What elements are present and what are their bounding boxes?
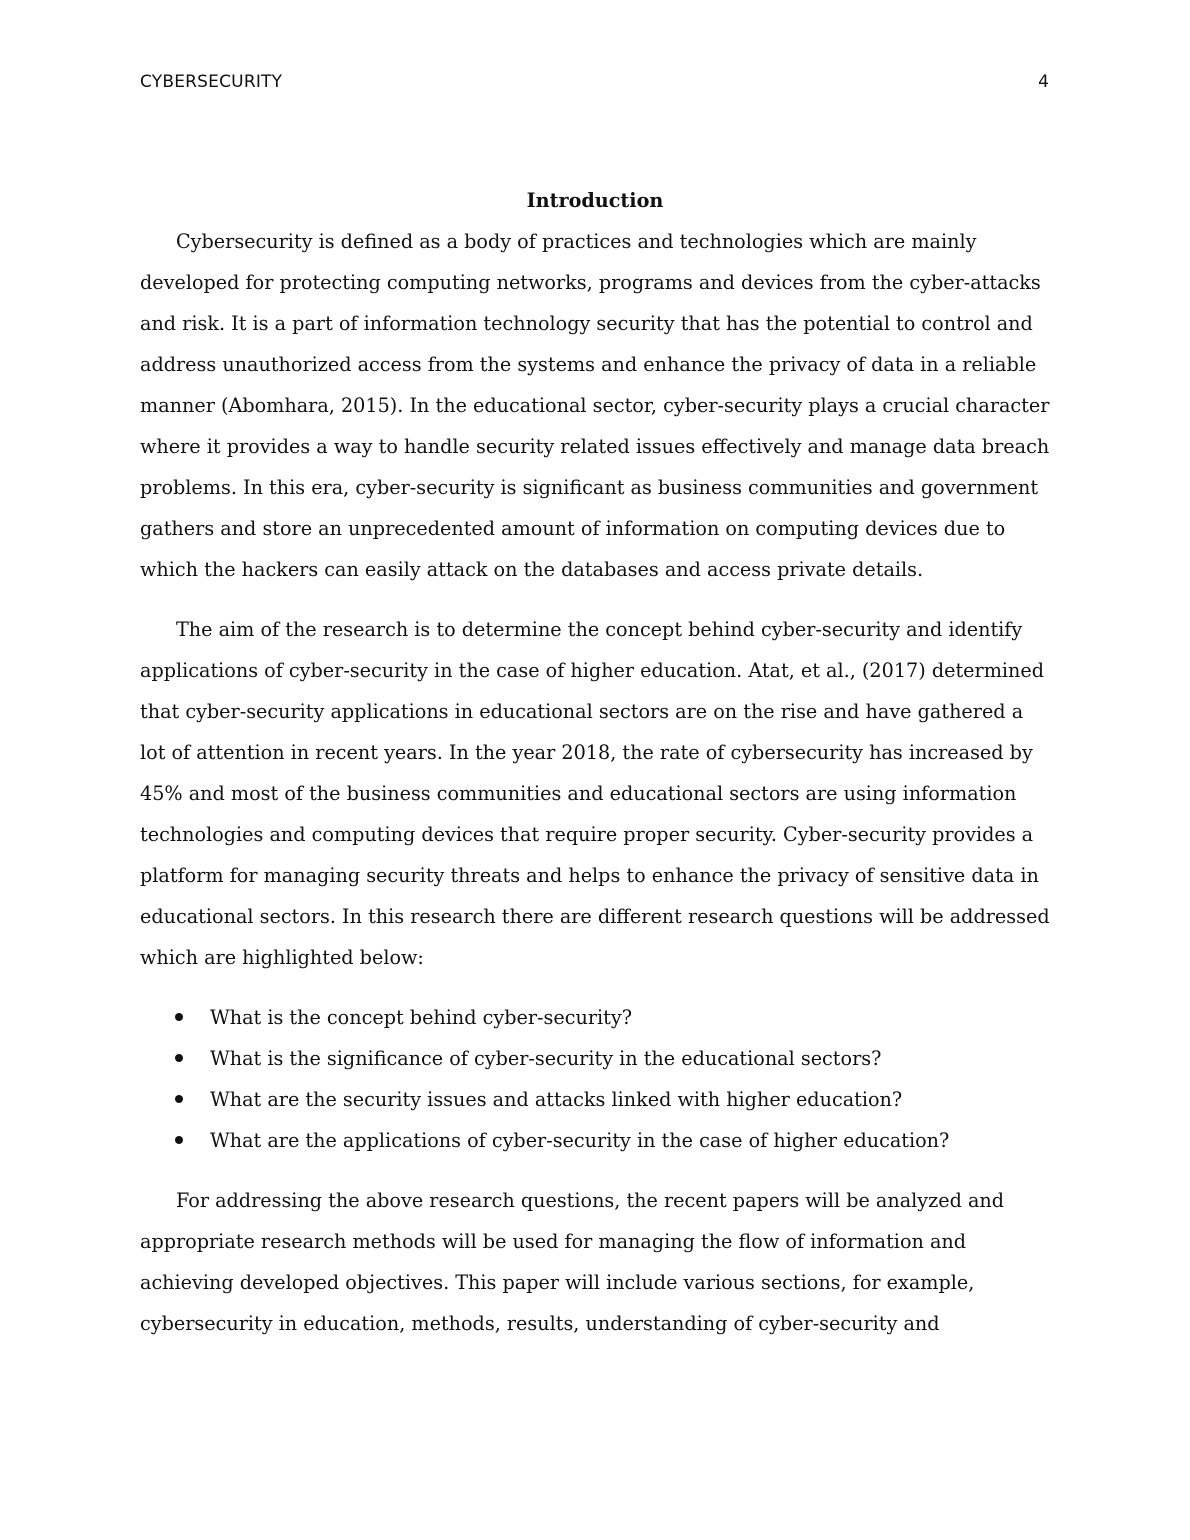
document-body — [140, 180, 1050, 1344]
bullet-icon — [175, 1136, 183, 1144]
body-paragraph: For addressing the above research questions, the recent papers will be analyzed and appropriate research methods will be used for managing the flow of information and achieving developed objectives. This paper will include various sections, for example, cybersecurity in education, methods, results, understanding of cyber-security and — [140, 1189, 1005, 1335]
bullet-icon — [175, 1013, 183, 1021]
list-item — [140, 997, 1050, 1038]
list-item-text: What are the applications of cyber-security in the case of higher education? — [210, 1129, 950, 1152]
list-item — [140, 1038, 1050, 1079]
running-head: CYBERSECURITY — [140, 72, 283, 92]
bullet-icon — [175, 1054, 183, 1062]
list-item — [140, 1120, 1050, 1161]
list-item-text: What is the concept behind cyber-security? — [210, 1006, 632, 1029]
research-questions-list — [140, 997, 1050, 1161]
section-heading: Introduction — [526, 189, 664, 212]
page-number: 4 — [1038, 72, 1049, 92]
bullet-icon — [175, 1095, 183, 1103]
list-item-text: What are the security issues and attacks linked with higher education? — [210, 1088, 903, 1111]
body-paragraph: Cybersecurity is defined as a body of practices and technologies which are mainly developed for protecting computing networks, programs and devices from the cyber-attacks and risk. It is a part of information technology security that has the potential to control and address unauthorized access from the systems and enhance the privacy of data in a reliable manner (Abomhara, 2015). In the educational sector, cyber-security plays a crucial character where it provides a way to handle security related issues effectively and manage data breach problems. In this era, cyber-security is significant as business communities and government gathers and store an unprecedented amount of information on computing devices due to which the hackers can easily attack on the databases and access private details. — [140, 230, 1050, 581]
body-paragraph: The aim of the research is to determine the concept behind cyber-security and identify applications of cyber-security in the case of higher education. Atat, et al., (2017) determined that cyber-security applications in educational sectors are on the rise and have gathered a lot of attention in recent years. In the year 2018, the rate of cybersecurity has increased by 45% and most of the business communities and educational sectors are using information technologies and computing devices that require proper security. Cyber-security provides a platform for managing security threats and helps to enhance the privacy of sensitive data in educational sectors. In this research there are different research questions will be addressed which are highlighted below: — [140, 618, 1050, 969]
list-item-text: What is the significance of cyber-security in the educational sectors? — [210, 1047, 882, 1070]
list-item — [140, 1079, 1050, 1120]
